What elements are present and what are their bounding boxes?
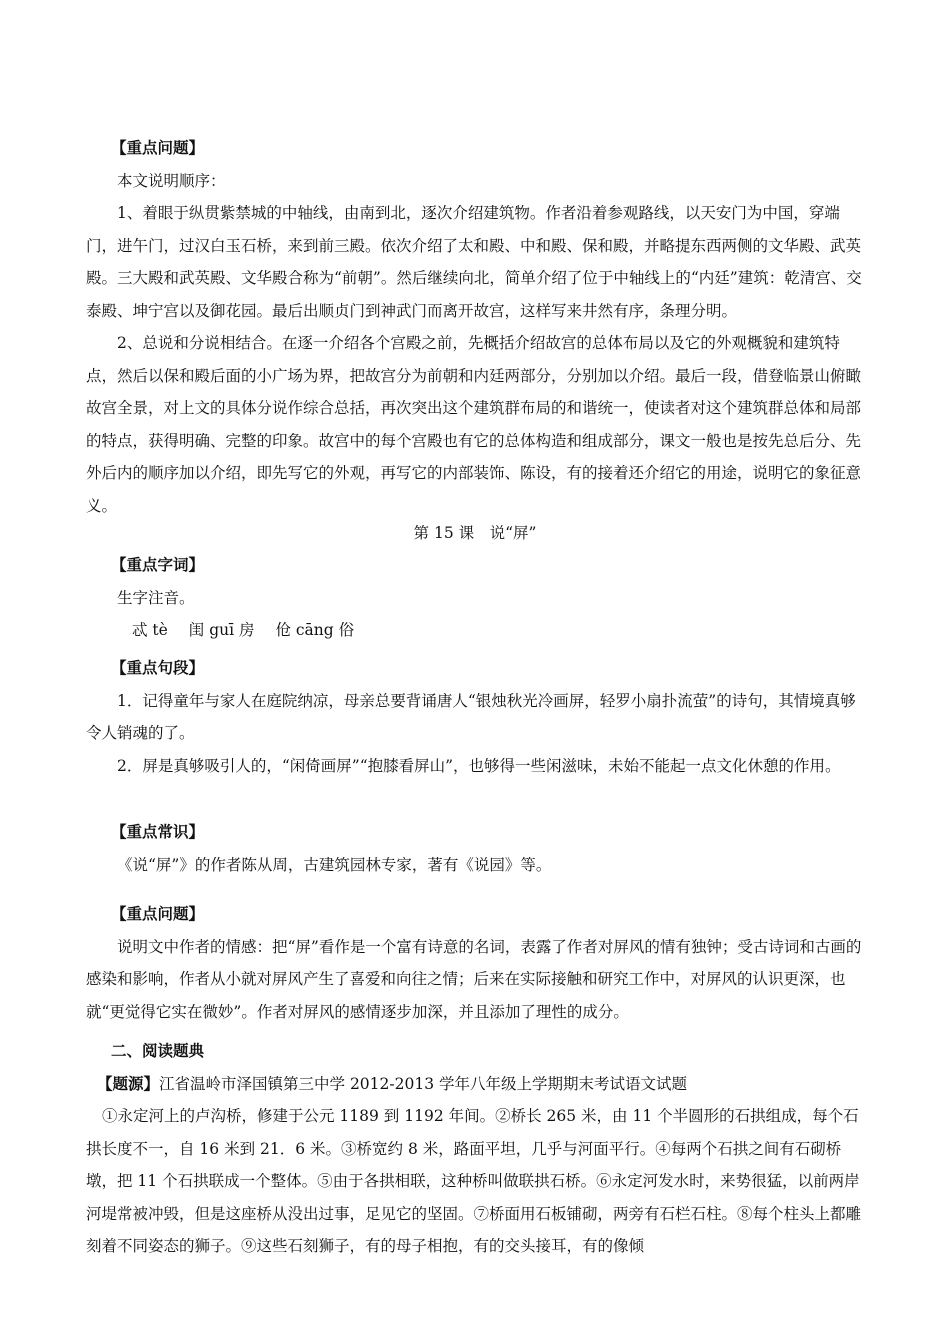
key-question-heading: 【重点问题】 xyxy=(111,904,205,923)
order-paragraph-2: 2、总说和分说相结合。在逐一介绍各个宫殿之前，先概括介绍故宫的总体布局以及它的外观概貌和建筑特点，然后以保和殿后面的小广场为界，把故宫分为前朝和内廷两部分，分别加以介绍。最后一段，借登临景山俯瞰故宫全景，对上文的具体分说作综合总括，再次突出这个建筑群布局的和谐统一，使读者对这个建筑群总体和局部的特点，获得明确、完整的印象。故宫中的每个宫殿也有它的总体构造和组成部分，课文一般也是按先总后分、先外后内的顺序加以介绍，即先写它的外观，再写它的内部装饰、陈设，有的接着还介绍它的用途，说明它的象征意义。 xyxy=(86,334,862,515)
key-sentences-heading: 【重点句段】 xyxy=(111,658,205,677)
source-line xyxy=(86,1068,868,1101)
sentence-2: 2．屏是真够吸引人的，“闲倚画屏”“抱膝看屏山”，也够得一些闲滋味，未始不能起一点文化休憩的作用。 xyxy=(117,756,841,775)
key-question-section-1 xyxy=(86,132,868,522)
pronunciation-intro: 生字注音。 xyxy=(117,588,195,607)
reading-heading: 二、阅读题典 xyxy=(111,1041,205,1060)
key-words-section xyxy=(86,549,868,647)
pinyin-list xyxy=(132,614,868,647)
source-label: 【题源】 xyxy=(97,1073,160,1093)
source-text: 江省温岭市泽国镇第三中学 2012-2013 学年八年级上学期期末考试语文试题 xyxy=(159,1074,688,1093)
pinyin-item: 忒 tè xyxy=(132,621,168,639)
key-knowledge-section xyxy=(86,816,868,881)
key-question-section-2 xyxy=(86,898,868,1028)
lesson-title: 第 15 课 说“屏” xyxy=(413,524,537,542)
key-words-heading: 【重点字词】 xyxy=(111,555,205,574)
order-paragraph-1: 1、着眼于纵贯紫禁城的中轴线，由南到北，逐次介绍建筑物。作者沿着参观路线，以天安门为中国，穿端门，进午门，过汉白玉石桥，来到前三殿。依次介绍了太和殿、中和殿、保和殿，并略提东西两侧的文华殿、武英殿。三大殿和武英殿、文华殿合称为“前朝”。然后继续向北，简单介绍了位于中轴线上的“内廷”建筑：乾清宫、交泰殿、坤宁宫以及御花园。最后出顺贞门到神武门而离开故宫，这样写来井然有序，条理分明。 xyxy=(86,204,862,320)
knowledge-text: 《说“屏”》的作者陈从周，古建筑园林专家，著有《说园》等。 xyxy=(117,855,552,874)
pinyin-item: 闺 guī 房 xyxy=(188,621,255,639)
reading-passage: ①永定河上的卢沟桥，修建于公元 1189 到 1192 年间。②桥长 265 米，由 11 个半圆形的石拱组成，每个石拱长度不一，自 16 米到 21．6 米。③桥宽约 8 米，路面平坦，几乎与河面平行。④每两个石拱之间有石砌桥墩，把 11 个石拱联成一个整体。⑤由于各拱相联，这种桥叫做联拱石桥。⑥永定河发水时，来势很猛，以前两岸河堤常被冲毁，但是这座桥从没出过事，足见它的坚固。⑦桥面用石板铺砌，两旁有石栏石柱。⑧每个柱头上都雕刻着不同姿态的狮子。⑨这些石刻狮子，有的母子相抱，有的交头接耳，有的像倾 xyxy=(86,1107,862,1255)
key-sentences-section xyxy=(86,652,868,782)
pinyin-item: 伧 cāng 俗 xyxy=(275,621,355,639)
key-knowledge-heading: 【重点常识】 xyxy=(111,822,205,841)
sentence-1: 1．记得童年与家人在庭院纳凉，母亲总要背诵唐人“银烛秋光冷画屏，轻罗小扇扑流萤”的诗句，其情境真够令人销魂的了。 xyxy=(86,691,856,742)
key-question-heading: 【重点问题】 xyxy=(111,138,205,157)
emotion-paragraph: 说明文中作者的情感：把“屏”看作是一个富有诗意的名词，表露了作者对屏风的情有独钟；受古诗词和古画的感染和影响，作者从小就对屏风产生了喜爱和向往之情；后来在实际接触和研究工作中，对屏风的认识更深，也就“更觉得它实在微妙”。作者对屏风的感情逐步加深，并且添加了理性的成分。 xyxy=(86,937,862,1021)
order-intro: 本文说明顺序： xyxy=(117,171,226,190)
reading-section xyxy=(86,1035,868,1263)
